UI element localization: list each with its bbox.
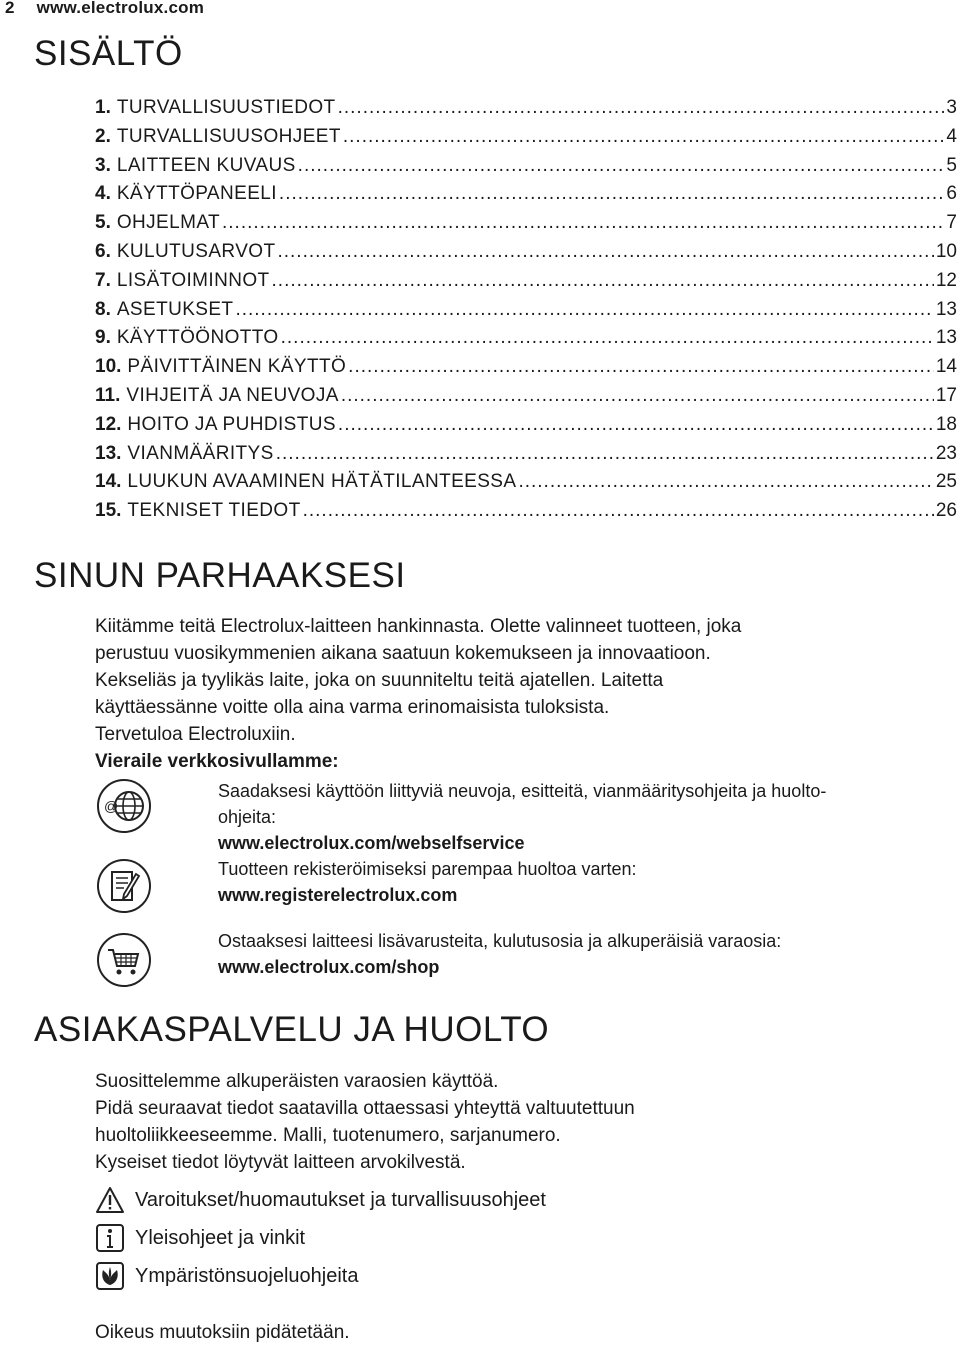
toc-item-page: 6 <box>946 183 957 205</box>
toc-item-title: HOITO JA PUHDISTUS <box>127 413 336 435</box>
toc-item[interactable] <box>95 468 957 497</box>
register-text: Tuotteen rekisteröimiseksi parempaa huoltoa varten: <box>218 859 637 879</box>
service-line: Kyseiset tiedot löytyvät laitteen arvokilvestä. <box>95 1152 466 1173</box>
toc-leader-dots <box>343 123 945 152</box>
legend-info <box>95 1219 895 1257</box>
shopping-cart-icon <box>96 932 152 988</box>
page-number: 2 <box>5 0 15 17</box>
toc-item-page: 7 <box>946 212 957 234</box>
toc-item[interactable] <box>95 180 957 209</box>
toc-item-number: 4. <box>95 183 111 205</box>
toc-item-number: 7. <box>95 269 111 291</box>
toc-item-page: 5 <box>946 154 957 176</box>
toc-leader-dots <box>281 324 934 353</box>
support-text-cont: ohjeita: <box>218 807 277 827</box>
svg-text:@: @ <box>104 798 119 814</box>
toc-item-title: LUUKUN AVAAMINEN HÄTÄTILANTEESSA <box>127 471 517 493</box>
toc-item-number: 2. <box>95 125 111 147</box>
toc-item[interactable] <box>95 324 957 353</box>
toc-item-page: 26 <box>935 500 957 522</box>
toc-item-number: 9. <box>95 327 111 349</box>
web-globe-icon <box>96 778 152 834</box>
intro-line: Tervetuloa Electroluxiin. <box>95 724 296 745</box>
toc-item-title: TURVALLISUUSOHJEET <box>116 125 341 147</box>
toc-leader-dots <box>338 411 934 440</box>
symbol-legend <box>95 1181 895 1295</box>
toc-item-title: VIHJEITÄ JA NEUVOJA <box>126 384 339 406</box>
toc-item-page: 14 <box>935 356 957 378</box>
toc-item-page: 17 <box>935 384 957 406</box>
toc-item-page: 4 <box>946 125 957 147</box>
intro-line: käyttäessänne voitte olla aina varma erinomaisista tuloksista. <box>95 697 610 718</box>
info-icon <box>95 1223 125 1253</box>
toc-item-page: 12 <box>935 269 957 291</box>
site-url[interactable]: www.electrolux.com <box>36 0 205 17</box>
service-line: huoltoliikkeeseemme. Malli, tuotenumero, sarjanumero. <box>95 1125 561 1146</box>
service-text <box>95 1068 925 1176</box>
toc-item-page: 13 <box>935 298 957 320</box>
intro-line: Kekseliäs ja tyylikäs laite, joka on suunniteltu teitä ajatellen. Laitetta <box>95 670 664 691</box>
service-line: Suosittelemme alkuperäisten varaosien käyttöä. <box>95 1071 499 1092</box>
toc-item-number: 11. <box>95 384 121 406</box>
toc-item[interactable] <box>95 267 957 296</box>
visit-label: Vieraile verkkosivullamme: <box>95 751 339 772</box>
shop-link[interactable]: www.electrolux.com/shop <box>218 957 440 977</box>
toc-title: SISÄLTÖ <box>34 34 183 73</box>
register-form-icon <box>96 858 152 914</box>
toc-item-page: 13 <box>935 327 957 349</box>
service-line: Pidä seuraavat tiedot saatavilla ottaessasi yhteyttä valtuutettuun <box>95 1098 635 1119</box>
toc-item-title: TEKNISET TIEDOT <box>127 500 301 522</box>
toc-item[interactable] <box>95 353 957 382</box>
toc-item-title: LAITTEEN KUVAUS <box>116 154 296 176</box>
toc-leader-dots <box>222 209 944 238</box>
legend-warning <box>95 1181 895 1219</box>
toc-item-number: 5. <box>95 212 111 234</box>
table-of-contents <box>95 94 957 526</box>
toc-item-number: 1. <box>95 97 111 118</box>
toc-item[interactable] <box>95 382 957 411</box>
legend-text: Ympäristönsuojeluohjeita <box>135 1264 359 1287</box>
toc-item-title: ASETUKSET <box>116 298 234 320</box>
toc-leader-dots <box>341 382 934 411</box>
toc-item[interactable] <box>95 152 957 181</box>
toc-item[interactable] <box>95 296 957 325</box>
toc-item[interactable] <box>95 209 957 238</box>
toc-leader-dots <box>518 468 933 497</box>
register-link[interactable]: www.registerelectrolux.com <box>218 885 458 905</box>
footer-note: Oikeus muutoksiin pidätetään. <box>95 1322 350 1343</box>
toc-item-title: KÄYTTÖÖNOTTO <box>116 327 279 349</box>
shop-text: Ostaaksesi laitteesi lisävarusteita, kulutusosia ja alkuperäisiä varaosia: <box>218 931 782 951</box>
web-links <box>218 778 938 980</box>
toc-item-title: TURVALLISUUSTIEDOT <box>116 97 336 118</box>
toc-leader-dots <box>272 267 934 296</box>
toc-item-title: LISÄTOIMINNOT <box>116 269 270 291</box>
toc-item-number: 13. <box>95 442 122 464</box>
toc-item-page: 23 <box>935 442 957 464</box>
toc-item[interactable] <box>95 123 957 152</box>
toc-item-title: KULUTUSARVOT <box>116 240 276 262</box>
toc-leader-dots <box>303 497 934 526</box>
intro-line: Kiitämme teitä Electrolux-laitteen hankinnasta. Olette valinneet tuotteen, joka <box>95 616 742 637</box>
toc-item-title: KÄYTTÖPANEELI <box>116 183 277 205</box>
toc-item[interactable] <box>95 411 957 440</box>
toc-item-title: PÄIVITTÄINEN KÄYTTÖ <box>127 356 347 378</box>
toc-leader-dots <box>277 238 933 267</box>
toc-item-page: 25 <box>935 471 957 493</box>
leaf-icon <box>95 1261 125 1291</box>
toc-item-page: 18 <box>935 413 957 435</box>
toc-item[interactable] <box>95 94 957 123</box>
toc-leader-dots <box>348 353 934 382</box>
legend-text: Yleisohjeet ja vinkit <box>135 1226 306 1249</box>
intro-text <box>95 613 925 775</box>
page-header <box>5 0 204 18</box>
toc-item-title: VIANMÄÄRITYS <box>127 442 274 464</box>
toc-leader-dots <box>276 440 934 469</box>
intro-line: perustuu vuosikymmenien aikana saatuun kokemukseen ja innovaatioon. <box>95 643 711 664</box>
toc-item-page: 3 <box>946 97 957 118</box>
toc-item-number: 10. <box>95 356 122 378</box>
warning-icon <box>95 1185 125 1215</box>
toc-item-number: 14. <box>95 471 122 493</box>
legend-environment <box>95 1257 895 1295</box>
toc-leader-dots <box>235 296 933 325</box>
toc-leader-dots <box>298 152 945 181</box>
toc-item-number: 12. <box>95 413 122 435</box>
service-title: ASIAKASPALVELU JA HUOLTO <box>34 1010 550 1049</box>
toc-item[interactable] <box>95 497 957 526</box>
toc-item-page: 10 <box>935 240 957 262</box>
support-link[interactable]: www.electrolux.com/webselfservice <box>218 833 525 853</box>
support-text: Saadaksesi käyttöön liittyviä neuvoja, esitteitä, vianmääritysohjeita ja huolto- <box>218 781 827 801</box>
toc-item-number: 15. <box>95 500 122 522</box>
toc-item[interactable] <box>95 440 957 469</box>
toc-leader-dots <box>279 180 945 209</box>
toc-item-number: 6. <box>95 240 111 262</box>
toc-item-number: 3. <box>95 154 111 176</box>
toc-item-number: 8. <box>95 298 111 320</box>
toc-leader-dots <box>338 94 945 123</box>
intro-title: SINUN PARHAAKSESI <box>34 556 406 595</box>
legend-text: Varoitukset/huomautukset ja turvallisuusohjeet <box>135 1188 546 1211</box>
toc-item-title: OHJELMAT <box>116 212 220 234</box>
toc-item[interactable] <box>95 238 957 267</box>
